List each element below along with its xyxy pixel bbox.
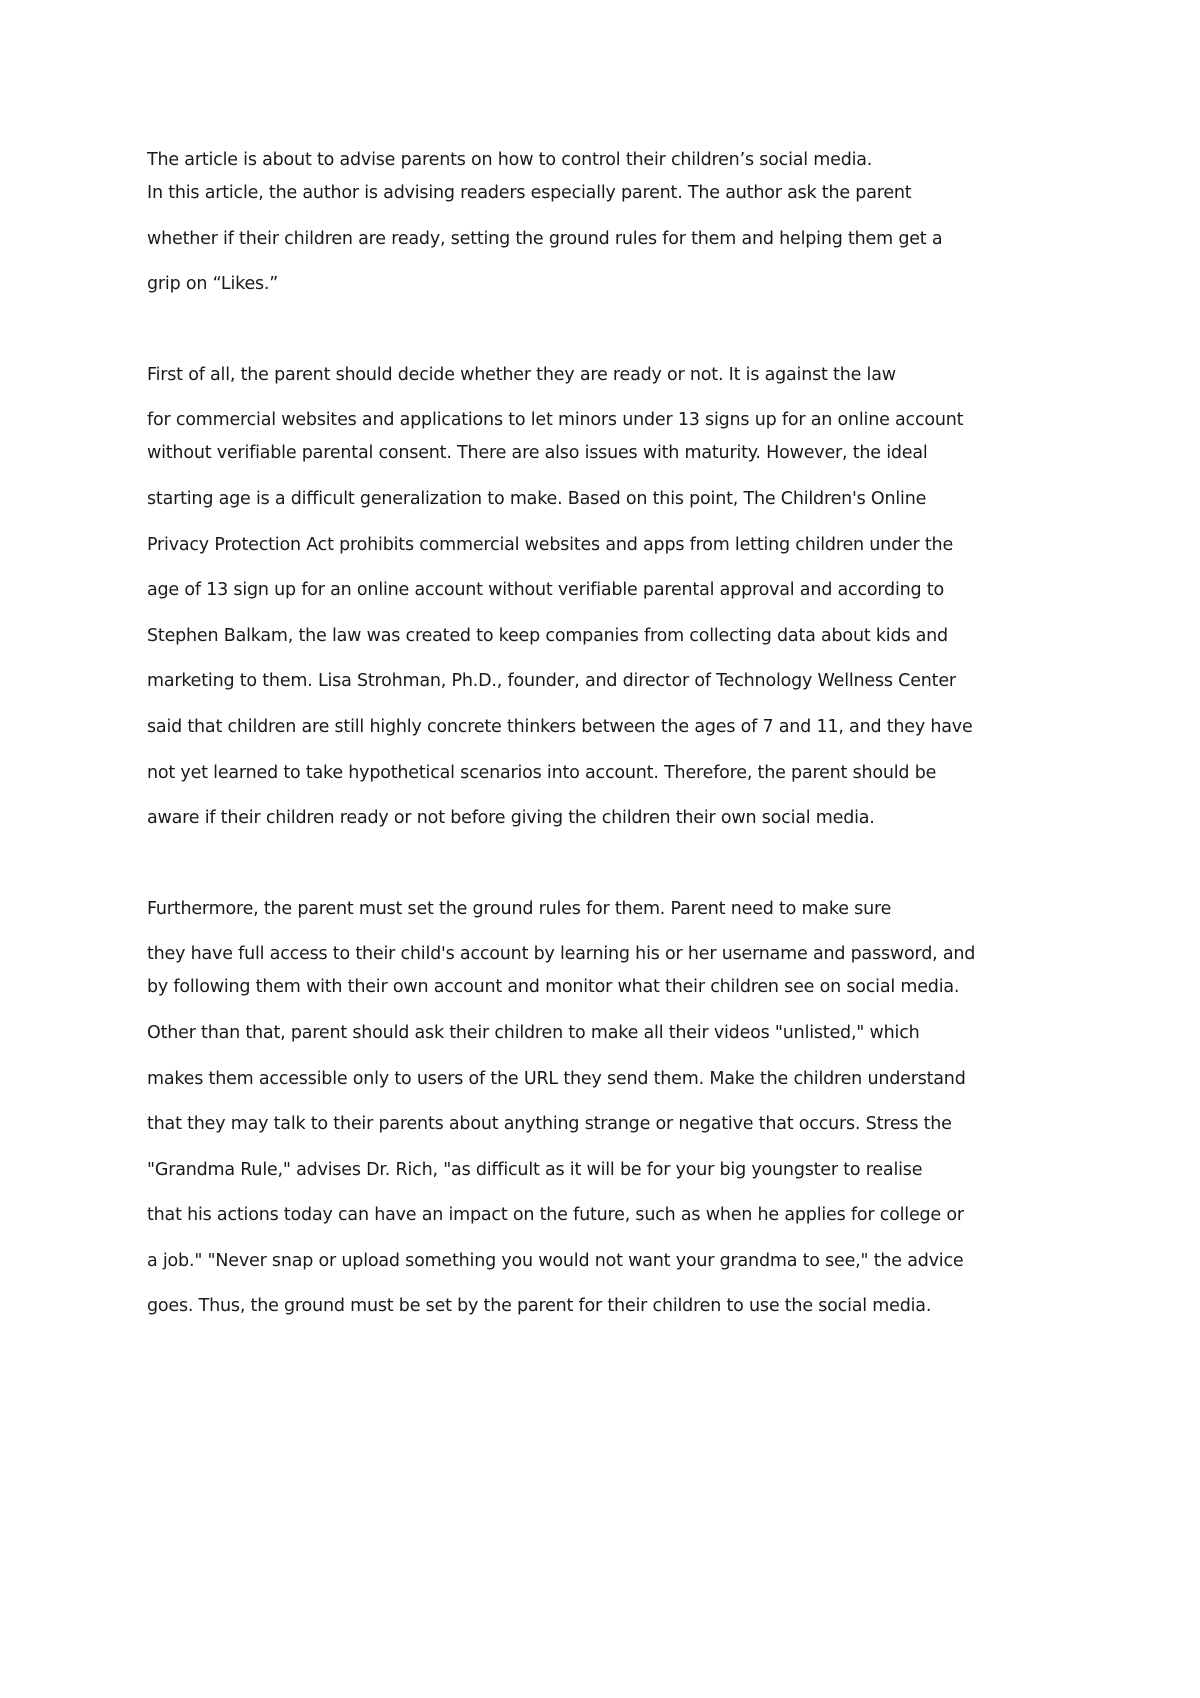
paragraph-2-line-1: Furthermore, the parent must set the ground rules for them. Parent need to make sure — [147, 898, 892, 919]
paragraph-gap — [147, 847, 1047, 892]
intro-line-3: whether if their children are ready, setting the ground rules for them and helping them get a — [147, 228, 943, 249]
paragraph-1-line-5: Privacy Protection Act prohibits commercial websites and apps from letting children under the — [147, 534, 954, 555]
intro-line-2: In this article, the author is advising readers especially parent. The author ask the parent — [147, 183, 912, 203]
paragraph-1-line-7: Stephen Balkam, the law was created to keep companies from collecting data about kids and — [147, 625, 948, 646]
paragraph-1-line-2: for commercial websites and applications to let minors under 13 signs up for an online account — [147, 410, 964, 431]
paragraph-2-line-6: that they may talk to their parents about anything strange or negative that occurs. Stress the — [147, 1114, 952, 1135]
paragraph-1-line-11: aware if their children ready or not before giving the children their own social media. — [147, 808, 875, 829]
paragraph-1-line-10: not yet learned to take hypothetical scenarios into account. Therefore, the parent should be — [147, 762, 937, 783]
intro-line-4: grip on “Likes.” — [147, 274, 279, 295]
paragraph-1-line-4: starting age is a difficult generalization to make. Based on this point, The Children's Online — [147, 488, 927, 509]
paragraph-2-line-2: they have full access to their child's account by learning his or her username and password, and — [147, 944, 976, 965]
document-body — [147, 143, 1047, 1335]
paragraph-1-line-9: said that children are still highly concrete thinkers between the ages of 7 and 11, and they have — [147, 716, 973, 737]
paragraph-2-line-4: Other than that, parent should ask their children to make all their videos "unlisted," which — [147, 1022, 920, 1043]
paragraph-1-line-8: marketing to them. Lisa Strohman, Ph.D., founder, and director of Technology Wellness Center — [147, 671, 956, 692]
paragraph-2-line-7: "Grandma Rule," advises Dr. Rich, "as difficult as it will be for your big youngster to realise — [147, 1159, 923, 1180]
paragraph-2-line-10: goes. Thus, the ground must be set by the parent for their children to use the social media. — [147, 1296, 932, 1317]
intro-line-1: The article is about to advise parents on how to control their children’s social media. — [147, 150, 873, 170]
paragraph-2-line-8: that his actions today can have an impact on the future, such as when he applies for college or — [147, 1205, 964, 1226]
paragraph-2-line-9: a job." "Never snap or upload something you would not want your grandma to see," the advice — [147, 1250, 964, 1271]
paragraph-1-line-6: age of 13 sign up for an online account without verifiable parental approval and according to — [147, 580, 944, 601]
paragraph-2-line-3: by following them with their own account and monitor what their children see on social media. — [147, 977, 960, 998]
paragraph-gap — [147, 313, 1047, 358]
paragraph-1-line-1: First of all, the parent should decide whether they are ready or not. It is against the law — [147, 364, 896, 385]
paragraph-1-line-3: without verifiable parental consent. There are also issues with maturity. However, the ideal — [147, 443, 928, 464]
paragraph-2-line-5: makes them accessible only to users of the URL they send them. Make the children understand — [147, 1068, 966, 1089]
